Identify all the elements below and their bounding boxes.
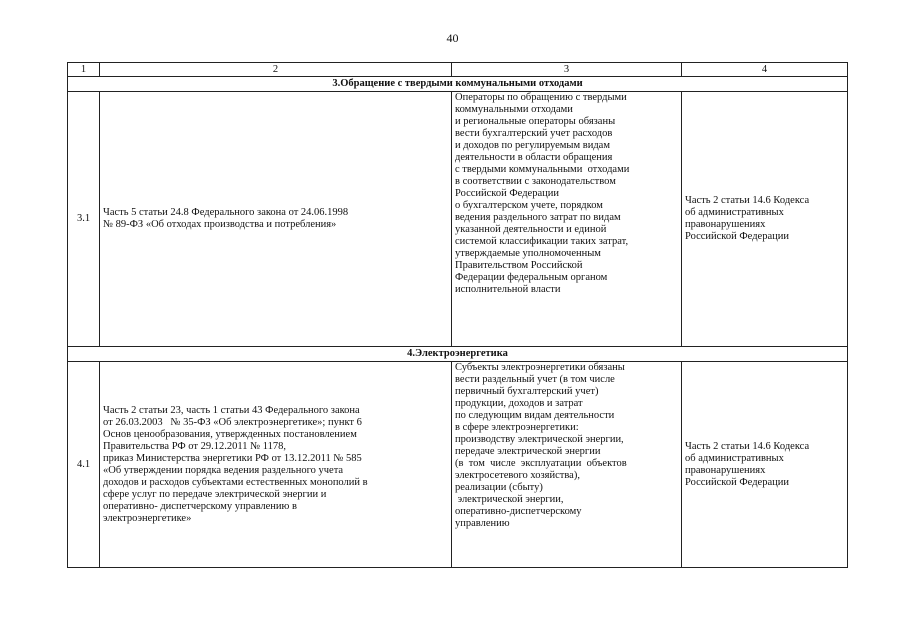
text-line: вести бухгалтерский учет расходов [455,128,613,139]
text-line: Часть 2 статьи 23, часть 1 статьи 43 Федерального закона [103,404,360,416]
text-line: приказ Министерства энергетики РФ от 13.12.2011 № 585 [103,452,362,464]
column-number-2: 2 [100,63,452,77]
text-line: электрической энергии, [455,494,564,505]
text-line: правонарушениях [685,219,766,230]
column-number-3: 3 [452,63,682,77]
table-header-row [68,63,848,77]
text-line: управлению [455,518,510,529]
section-header-row [68,77,848,92]
text-line: Российской Федерации [685,476,789,488]
text-line: утверждаемые уполномоченным [455,248,601,259]
text-line: о бухгалтерском учете, порядком [455,200,603,211]
requirements-table [67,62,848,568]
text-line: сфере услуг по передаче электрической энергии и [103,488,327,500]
text-line: вести раздельный учет (в том числе [455,374,615,385]
text-line: № 89-ФЗ «Об отходах производства и потребления» [103,219,337,230]
text-line: ведения раздельного затрат по видам [455,212,621,223]
text-line: по следующим видам деятельности [455,410,615,421]
text-line: правонарушениях [685,464,766,476]
text-line: Правительства РФ от 29.12.2011 № 1178, [103,440,286,452]
text-line: производству электрической энергии, [455,434,624,445]
text-line: продукции, доходов и затрат [455,398,583,409]
text-line: оперативно- диспетчерскому управлению в [103,500,297,512]
text-line: (в том числе эксплуатации объектов [455,458,627,469]
text-line: Часть 5 статьи 24.8 Федерального закона от 24.06.1998 [103,207,349,218]
section-header-row [68,347,848,362]
text-line: Основ ценообразования, утвержденных постановлением [103,428,357,440]
text-line: об административных [685,207,784,218]
text-line: Операторы по обращению с твердыми [455,92,627,103]
text-line: об административных [685,452,784,464]
text-line: и доходов по регулируемым видам [455,140,610,151]
row-number: 3.1 [68,92,100,347]
text-line: и региональные операторы обязаны [455,116,616,127]
text-line: реализации (сбыту) [455,482,543,493]
text-line: системой классификации таких затрат, [455,236,629,247]
text-line: Часть 2 статьи 14.6 Кодекса [685,440,810,452]
column-number-4: 4 [682,63,848,77]
liability-cell [682,92,848,347]
requirement-cell [452,92,682,347]
row-number: 4.1 [68,362,100,568]
page-number: 40 [446,31,459,45]
text-line: первичный бухгалтерский учет) [455,386,599,397]
text-line: электроэнергетике» [103,512,192,524]
table-row [68,92,848,347]
text-line: в соответствии с законодательством [455,176,616,187]
table-row [68,362,848,568]
text-line: Федерации федеральным органом [455,272,608,283]
liability-cell [682,362,848,568]
text-line: от 26.03.2003 № 35-ФЗ «Об электроэнергетике»; пункт 6 [103,416,362,428]
text-line: доходов и расходов субъектами естественных монополий в [103,476,368,488]
text-line: исполнительной власти [455,284,561,295]
text-line: указанной деятельности и единой [455,224,607,235]
column-number-1: 1 [68,63,100,77]
text-line: деятельности в области обращения [455,152,613,163]
text-line: Российской Федерации [685,231,789,242]
text-line: «Об утверждении порядка ведения раздельного учета [103,464,344,476]
text-line: Субъекты электроэнергетики обязаны [455,362,625,373]
section-title-power: 4.Электроэнергетика [68,347,848,362]
legal-basis-cell [100,92,452,347]
text-line: с твердыми коммунальными отходами [455,164,630,175]
text-line: Российской Федерации [455,188,559,199]
text-line: электросетевого хозяйства), [455,470,580,481]
text-line: в сфере электроэнергетики: [455,422,579,433]
text-line: оперативно-диспетчерскому [455,506,582,517]
requirement-cell [452,362,682,568]
legal-basis-cell [100,362,452,568]
text-line: коммунальными отходами [455,104,573,115]
text-line: Правительством Российской [455,260,583,271]
text-line: Часть 2 статьи 14.6 Кодекса [685,195,810,206]
section-title-waste: 3.Обращение с твердыми коммунальными отходами [68,77,848,92]
text-line: передаче электрической энергии [455,446,601,457]
